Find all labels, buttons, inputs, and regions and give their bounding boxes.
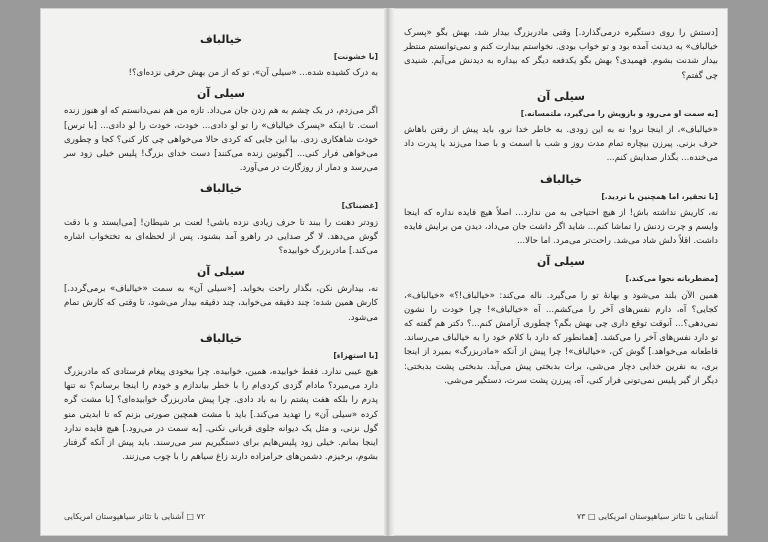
character-name: خیالباف <box>199 182 243 196</box>
right-page-footer: آشنایی با تئاتر سیاهپوستان امریکایی □ ۷۳ <box>576 511 718 521</box>
stage-direction: [غضبناک] <box>341 201 378 211</box>
character-name: خیالباف <box>539 172 583 186</box>
dialogue-paragraph: به درک کشیده شده... «سیلی آن»، تو که از من بهش حرفی نزده‌ای؟! <box>128 68 378 79</box>
character-name: سیلی آن <box>537 89 585 103</box>
stage-direction: [با استهزاء] <box>333 350 378 360</box>
dialogue-paragraph: همین الآن بلند می‌شود و بهانهٔ تو را می‌گیرد. ناله می‌کند: «خیالباف!؟» «خیالباف»، کجایی؟ آه، دارم نفس‌های آخر را می‌کشم... آه «خیالباف»! چرا خودت را نشون نمی‌دهی؟... آنوقت توقع داری چی بهش بگم؟ چطوری آرامش کنم...؟ دکتر هم گفته که تو دارد نفس‌های آخر را می‌کشد. [همانطور که دارد با کلام خود را به خیالباف می‌رساند. قاطعانه می‌خواهد.] گوش کن، «خیالباف»! چرا پیش از آنکه «مادربزرگ» بمیرد از اینجا بری، به نفرین خدایی دچار می‌شی، برات بدبختی پیش می‌آید. بدبختی پشت بدبختی: دیگر از گیر پلیس نمی‌تونی فرار کنی، آه، پیرزن پشت سرت، دستگیر می‌شی. <box>404 290 718 386</box>
dialogue-paragraph: زودتر دهنت را ببند تا حرف زیادی نزده باشی! لعنت بر شیطان! [می‌ایستد و با دقت گوش می‌دهد. لا گر صدایی در راهرو آمد بشنود. پس از لحظه‌ای به تختخواب اشاره می‌کند.] مادربزرگ خوابیده؟ <box>64 217 378 257</box>
stage-direction: [با خشونت] <box>333 52 378 61</box>
character-name: سیلی آن <box>537 255 585 269</box>
stage-direction: [مضطربانه نجوا می‌کند.] <box>625 274 718 284</box>
book-spread <box>40 8 728 536</box>
dialogue-paragraph: «خیالباف»، از اینجا نرو! نه به این زودی. به خاطر خدا نرو، باید پیش از رفتن باهاش حرف بزنی. پیرزن بیچاره تمام مدت روز و شب با اسمت و با صدا می‌زند یا پدرت داد می‌خنده... بگذار صدایش کنم... <box>404 125 718 164</box>
book-gutter <box>384 8 394 536</box>
character-name: خیالباف <box>199 331 243 345</box>
dialogue-paragraph: نه، بیدارش نکن، بگذار راحت بخوابد. [«سیلی آن» به سمت «خیالباف» برمی‌گردد.] کارش همین شده: چند دقیقه می‌خوابد، چند دقیقه بیدار می‌شود، تا وقتی که کارش تمام می‌شود. <box>64 284 378 323</box>
dialogue-paragraph: اگر می‌زدم، در یک چشم به هم زدن جان می‌داد. تازه من هم نمی‌دانستم که او هنوز زنده است. تا اینکه «پسرک خیالباف» را تو لو دادی... خودت، خودت را لو دادی... [با ترس] خودت شاهکاری زدی. بیا این جایی که کردی حالا می‌خواهی چی کار کنی؟ کجا و چطوری می‌خواهی فرار کنی... [گیوتین زنده می‌کنند] دست خدای بزرگ! پلیس خیلی زود سر می‌رسد و دمار از روزگارت در می‌آورد. <box>64 106 378 174</box>
dialogue-paragraph: نه، کاریش نداشته باش! از هیچ احتیاجی به من ندارد... اصلاً هیچ فایده نداره که اینجا وایسم و چرت زدنش را تماشا کنم... شاید اگر داشت جان می‌داد، دیدن من برایش فایده داشت. اقلاً دلش شاد می‌شد. راحت‌تر می‌مرد. اما حالا... <box>404 207 718 247</box>
character-name: سیلی آن <box>197 265 245 279</box>
character-name: خیالباف <box>199 33 243 46</box>
stage-direction: [با تحقیر، اما همچنین با تردید.] <box>601 191 718 201</box>
stage-direction: [به سمت او می‌رود و بازویش را می‌گیرد، ملتمسانه.] <box>520 108 718 118</box>
left-page <box>64 26 378 521</box>
dialogue-paragraph: هیچ عیبی ندارد. فقط خوابیده، همین، خوابیده. چرا بیخودی پیغام فرستادی که مادربزرگ دارد می‌میرد؟ مادام گزدی کردی‌ام را با خطر بیاندازم و خودم را اینجا برسانم؟ نه تنها پدرم را بلکه هفت پشتم را به باد دادی. چرا پیش مادربزرگ خوابیده‌ای؟ [با مشت گره کرده «سیلی آن» را تهدید می‌کند.] باید با مشت همچین صورتی بزنم که تا ابدیتی منو گول نزنی، و مثل یک دیوانه جلوی قربانی نکنی. [به سمت در می‌رود.] هیچ فایده ندارد اینجا بمانم. خیلی زود پلیس‌هایم برای دستگیریم سر می‌رسند. باید پیش از آنکه گرفتار بشوم، برخیزم. دشمن‌های حرامزاده دارند زاغ سیاهم را با چوب می‌زنند. <box>64 367 378 463</box>
character-name: سیلی آن <box>197 87 245 101</box>
dialogue-paragraph: [دستش را روی دستگیره درمی‌گذارد.] وقتی مادربزرگ بیدار شد، بهش بگو «پسرک خیالباف» به دیدنت آمده بود و تو خواب بودی. نخواستم بیدارت کنم و نمی‌توانستم منتظر بیدار شدنت بشوم. فهمیدی؟ بهش بگو یکدفعه دیگر که بیداره به دیدنش می‌آیم. شنیدی چی گفتم؟ <box>404 28 718 81</box>
left-page-footer: ۷۲ □ آشنایی با تئاتر سیاهپوستان امریکایی <box>64 511 206 521</box>
right-page <box>404 26 718 521</box>
